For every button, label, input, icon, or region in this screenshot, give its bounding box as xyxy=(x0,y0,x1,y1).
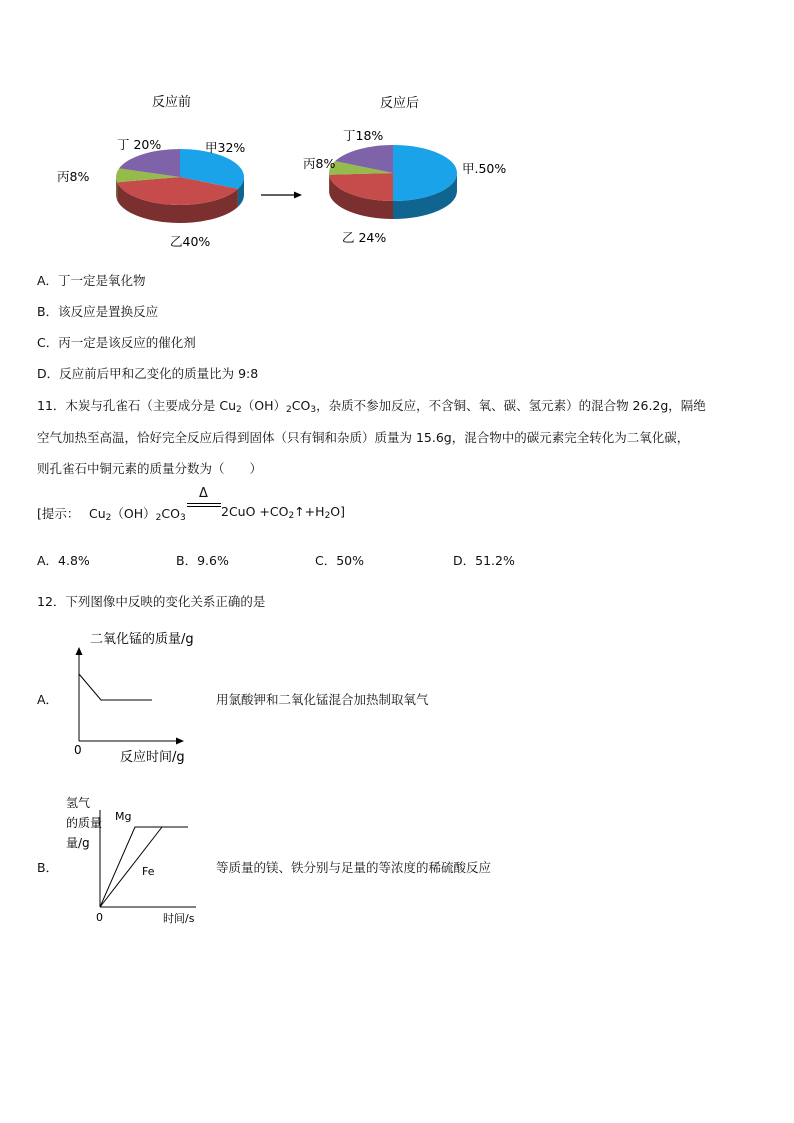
pie-before-title: 反应前 xyxy=(152,95,192,110)
graph-a-ylabel: 二氧化锰的质量/g xyxy=(90,632,194,647)
graph-b xyxy=(60,790,220,930)
q10-option-a: A．丁一定是氧化物 xyxy=(37,273,146,288)
pie-before-label-bing: 丙8% xyxy=(57,169,90,184)
graph-b-ylabel-3: 量/g xyxy=(66,836,90,850)
graph-a-xlabel: 反应时间/g xyxy=(120,750,185,765)
reaction-bar-top xyxy=(187,503,221,504)
pie-charts-figure xyxy=(0,80,794,255)
pie-after xyxy=(329,145,457,219)
q10-option-d: D．反应前后甲和乙变化的质量比为 9:8 xyxy=(37,366,259,381)
graph-b-ylabel-2: 的质量 xyxy=(66,816,103,830)
delta-symbol: Δ xyxy=(199,486,208,501)
graph-b-origin: 0 xyxy=(96,911,103,924)
hint-formula-right: $2CuO +CO_2↑+H_2O$] xyxy=(221,504,346,521)
pie-before-label-ding: 丁 20% xyxy=(117,137,162,152)
graph-b-mg-label: Mg xyxy=(115,810,132,823)
q12-stem: 12．下列图像中反映的变化关系正确的是 xyxy=(37,594,266,609)
q11-option-a: A．4.8% xyxy=(37,553,90,568)
graph-a-origin: 0 xyxy=(74,743,82,757)
q10-option-c: C．丙一定是该反应的催化剂 xyxy=(37,335,196,350)
graph-b-fe-label: Fe xyxy=(142,865,155,878)
q12-option-a-desc: 用氯酸钾和二氧化锰混合加热制取氧气 xyxy=(216,692,429,707)
q12-option-a-letter: A． xyxy=(37,692,59,707)
q12-option-b-letter: B． xyxy=(37,860,59,875)
hint-formula-left: $Cu_2(OH)_2CO_3$ xyxy=(89,506,186,523)
pie-after-label-bing: 丙8% xyxy=(303,156,336,171)
q10-option-b: B．该反应是置换反应 xyxy=(37,304,159,319)
graph-a xyxy=(60,625,220,770)
pie-before-label-yi: 乙40% xyxy=(170,234,211,249)
q11-stem-line3: 则孔雀石中铜元素的质量分数为（ ） xyxy=(37,461,263,476)
q12-option-b-desc: 等质量的镁、铁分别与足量的等浓度的稀硫酸反应 xyxy=(216,860,492,875)
q11-option-c: C．50% xyxy=(315,553,365,568)
pie-after-title: 反应后 xyxy=(380,96,420,111)
pie-before xyxy=(116,149,244,223)
pie-after-label-yi: 乙 24% xyxy=(342,230,387,245)
reaction-bar-bottom xyxy=(187,506,221,507)
pie-after-label-ding: 丁18% xyxy=(343,128,384,143)
arrow-icon xyxy=(261,192,302,199)
q11-option-d: D．51.2% xyxy=(453,553,515,568)
graph-b-xlabel: 时间/s xyxy=(163,912,195,925)
graph-b-ylabel-1: 氢气 xyxy=(66,796,91,810)
q11-hint: [提示： $Cu_2(OH)_2CO_3$ Δ $2CuO +CO_2↑+H_2O$] xyxy=(37,486,346,523)
pie-before-label-jia: 甲32% xyxy=(205,140,246,155)
q11-stem-line2: 空气加热至高温，恰好完全反应后得到固体（只有铜和杂质）质量为 15.6g，混合物中的碳元素完全转化为二氧化碳， xyxy=(37,430,690,445)
pie-after-label-jia: 甲.50% xyxy=(462,161,507,176)
q11-stem-line1: 11．木炭与孔雀石（主要成分是 $Cu_2(OH)_2CO_3$，杂质不参加反应，不含铜、氧、碳、氢元素）的混合物 26.2g，隔绝 xyxy=(37,398,706,415)
q11-option-b: B．9.6% xyxy=(176,553,229,568)
